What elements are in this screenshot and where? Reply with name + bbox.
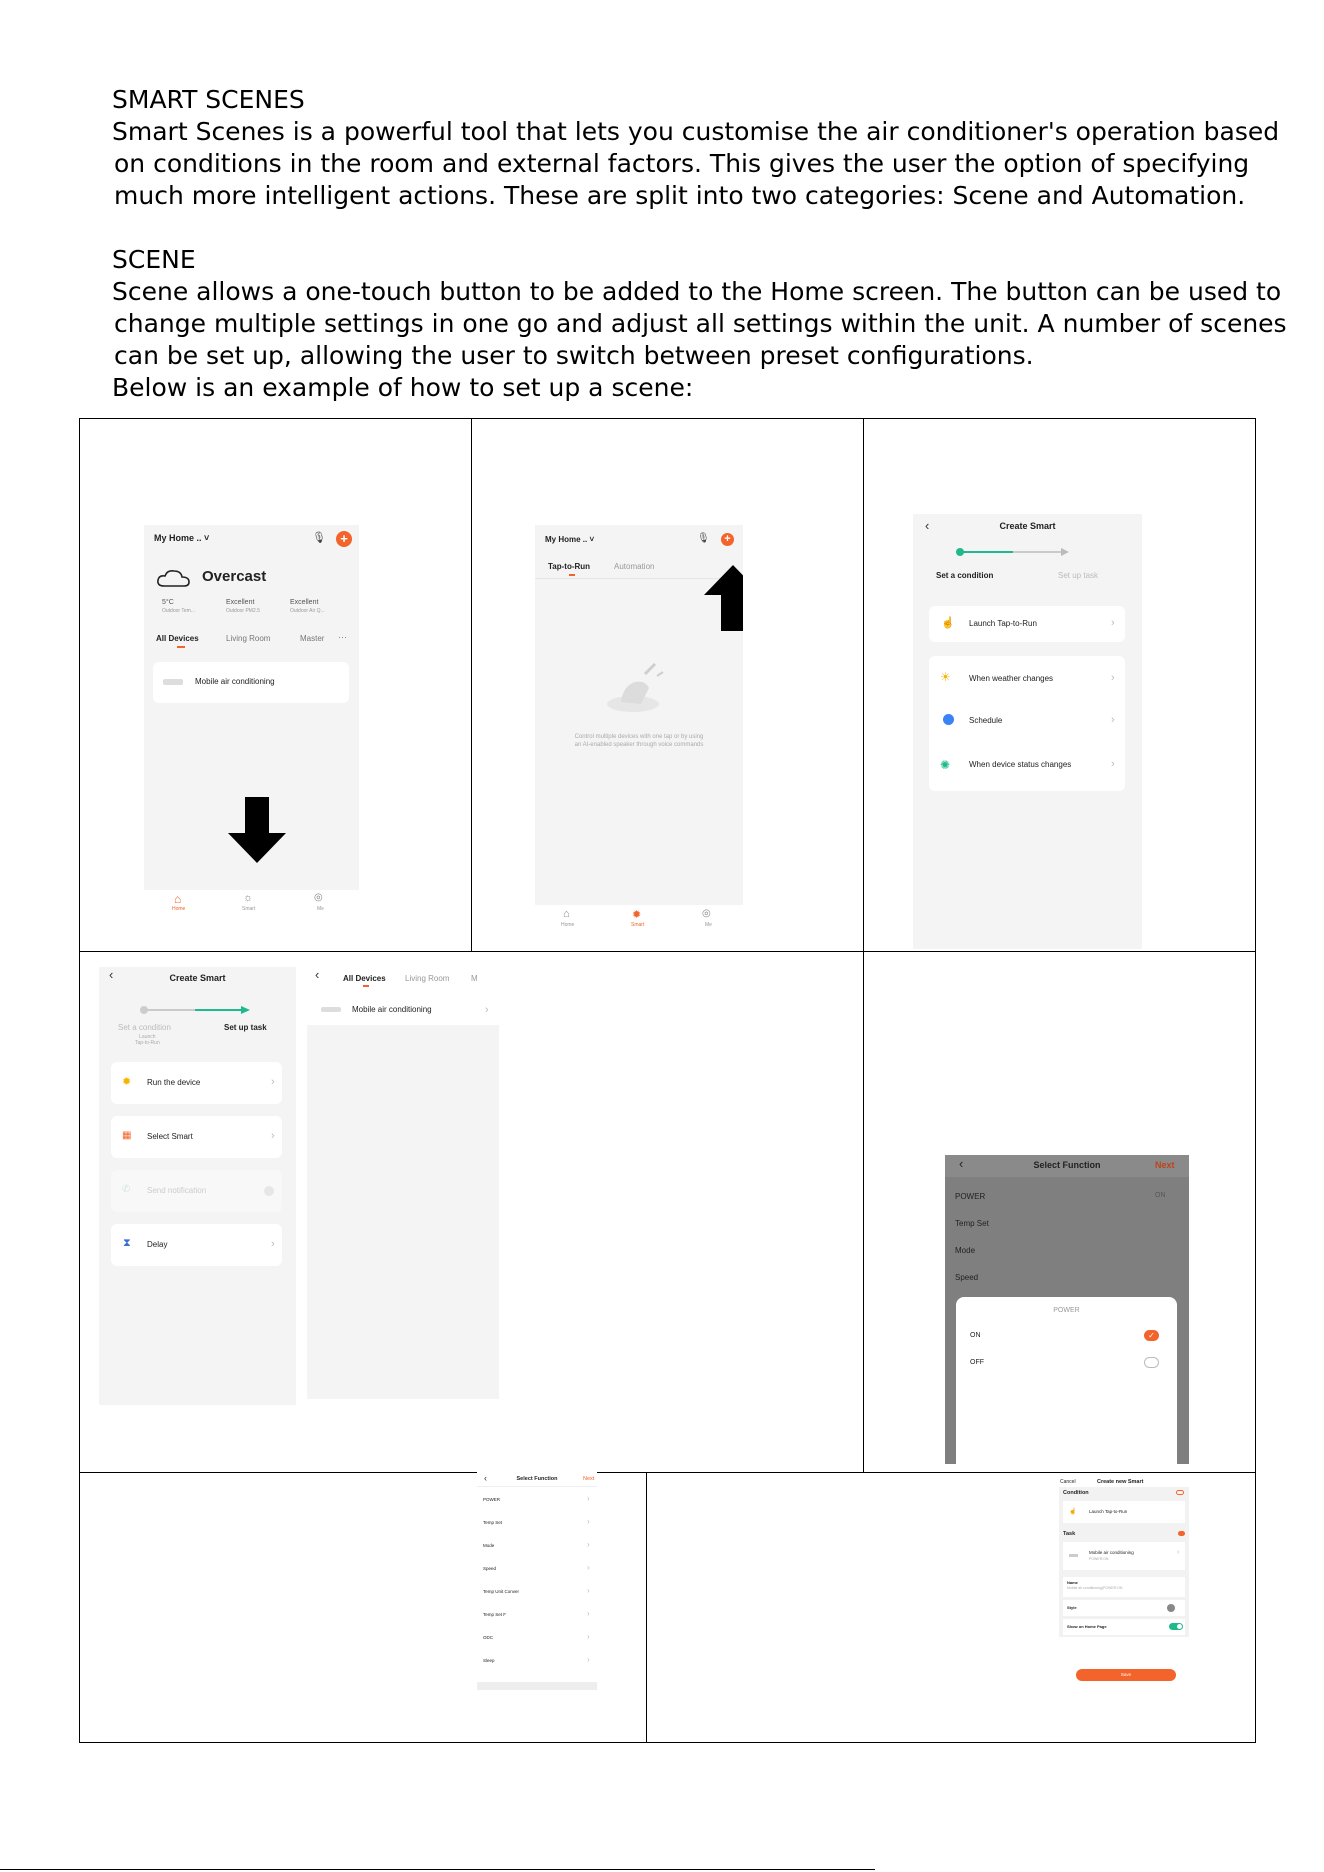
back-icon[interactable]: ‹ [925, 518, 930, 533]
back-icon[interactable]: ‹ [959, 1156, 964, 1171]
add-task-icon[interactable] [1178, 1531, 1185, 1536]
step-set-up-task: Set up task [1058, 571, 1099, 580]
screenshot-create-new-smart [1051, 1476, 1197, 1688]
tab-indicator [569, 574, 575, 576]
smart-nav-icon[interactable]: ☼ [243, 892, 254, 904]
function-row[interactable] [477, 1650, 597, 1673]
option-label: Delay [147, 1240, 168, 1249]
option-weather[interactable] [929, 656, 1125, 700]
function-row-power[interactable]: POWER [955, 1192, 986, 1201]
me-nav-icon[interactable]: ◎ [314, 892, 323, 903]
para1-line3: much more intelligent actions. These are split into two categories: Scene and Automation. [114, 181, 1246, 210]
option-run-device[interactable] [111, 1062, 282, 1104]
para1-line2: on conditions in the room and external factors. This gives the user the option of specifying [114, 149, 1250, 178]
para1-line1: Smart Scenes is a powerful tool that lets you customise the air conditioner's operation based [112, 117, 1280, 146]
option-delay[interactable] [111, 1224, 282, 1266]
tab-automation[interactable]: Automation [614, 562, 655, 571]
screenshot-select-function-list [477, 1472, 597, 1690]
nav-me-label[interactable]: Me [705, 922, 712, 928]
function-row-label: Temp Set F [483, 1612, 507, 1617]
task-item[interactable] [1063, 1542, 1185, 1570]
arrow-down-icon [228, 797, 286, 863]
page-title: Create Smart [169, 973, 226, 983]
show-home-row [1063, 1619, 1185, 1635]
show-home-label: Show on Home Page [1067, 1624, 1107, 1629]
stat-air-label: Outdoor Air Q... [290, 608, 325, 614]
function-row-temp-set[interactable]: Temp Set [955, 1219, 989, 1228]
condition-heading: Condition [1063, 1490, 1089, 1496]
function-row-speed[interactable]: Speed [955, 1273, 979, 1282]
name-row[interactable] [1063, 1577, 1185, 1597]
function-row[interactable] [477, 1489, 597, 1512]
stat-temp-value: 5°C [162, 599, 174, 606]
tab-indicator [363, 985, 369, 987]
nav-smart-label[interactable]: Smart [631, 922, 645, 928]
home-nav-icon[interactable]: ⌂ [174, 892, 182, 906]
option-device-status[interactable] [929, 744, 1125, 788]
nav-me-label[interactable]: Me [317, 906, 324, 912]
tab-tap-to-run[interactable]: Tap-to-Run [548, 562, 591, 571]
style-row[interactable] [1063, 1600, 1185, 1616]
next-button[interactable]: Next [583, 1476, 595, 1482]
weather-label: Overcast [202, 568, 267, 585]
chevron-right-icon: › [1111, 714, 1115, 726]
clock-icon [943, 714, 954, 725]
function-row-label: Sleep [483, 1658, 495, 1663]
screenshot-create-smart-condition [913, 514, 1142, 949]
page-title: Create new Smart [1097, 1479, 1144, 1485]
device-name: Mobile air conditioning [195, 677, 275, 686]
arrow-up-icon [704, 565, 743, 631]
empty-state-illustration-icon [601, 660, 671, 715]
microphone-icon[interactable]: 🎙 [697, 533, 710, 544]
task-heading: Task [1063, 1531, 1076, 1537]
add-icon[interactable]: + [721, 533, 734, 546]
condition-item-label: Launch Tap-to-Run [1089, 1509, 1128, 1514]
run-device-icon: ✹ [122, 1076, 132, 1088]
add-condition-icon[interactable] [1176, 1490, 1184, 1495]
stat-air-value: Excellent [290, 599, 319, 606]
step-set-condition: Set a condition [118, 1023, 171, 1032]
summary-body [1059, 1487, 1189, 1637]
table-border-left [79, 418, 80, 1743]
choice-off[interactable]: OFF [970, 1359, 984, 1366]
power-bottom-sheet [956, 1297, 1177, 1464]
chevron-right-icon: › [1111, 672, 1115, 684]
condition-options-card [929, 656, 1125, 791]
step-sub-1: Launch [139, 1034, 156, 1040]
home-selector[interactable]: My Home .. ˅ [545, 535, 595, 544]
page-title: Create Smart [999, 521, 1056, 531]
function-row[interactable] [477, 1581, 597, 1604]
heading-scene: SCENE [112, 245, 196, 274]
screenshot-select-function-power [945, 1155, 1189, 1464]
chevron-right-icon: › [587, 1632, 590, 1641]
screenshot-device-list [307, 961, 499, 1399]
function-row[interactable] [477, 1604, 597, 1627]
list-footer [477, 1682, 597, 1690]
step-sub-2: Tap-to-Run [135, 1040, 160, 1046]
table-col-divider-1 [471, 418, 472, 952]
header-divider [477, 1486, 597, 1487]
option-launch-tap-to-run[interactable] [929, 606, 1125, 642]
condition-item[interactable] [1063, 1501, 1185, 1523]
radio-unchecked-icon[interactable] [1144, 1357, 1159, 1368]
sun-icon: ☀ [940, 670, 951, 684]
function-row[interactable] [477, 1512, 597, 1535]
nav-home-label[interactable]: Home [172, 906, 186, 912]
device-row[interactable] [307, 995, 499, 1025]
progress-stepper [139, 1004, 251, 1016]
back-icon[interactable]: ‹ [315, 967, 320, 982]
home-nav-icon[interactable]: ⌂ [563, 908, 570, 920]
chevron-right-icon: › [587, 1586, 590, 1595]
notification-icon: ✆ [122, 1184, 131, 1195]
table-border-bottom [79, 1742, 1256, 1743]
option-select-smart[interactable] [111, 1116, 282, 1158]
name-value: Mobile air conditioning(POWER:ON [1067, 1586, 1123, 1590]
cancel-button[interactable]: Cancel [1060, 1479, 1076, 1485]
tap-hand-icon: ☝ [941, 617, 955, 629]
table-row-divider-2 [79, 1472, 1256, 1473]
option-label: Send notification [147, 1186, 207, 1195]
chevron-right-icon: › [587, 1609, 590, 1618]
empty-state-text [535, 733, 743, 749]
smart-nav-icon[interactable]: ✹ [632, 909, 642, 921]
toggle-switch[interactable] [1169, 1623, 1183, 1630]
toggle-knob [1177, 1624, 1182, 1629]
option-label: Launch Tap-to-Run [969, 619, 1037, 628]
chevron-right-icon: › [587, 1540, 590, 1549]
option-schedule[interactable] [929, 700, 1125, 744]
chevron-right-icon: › [271, 1076, 275, 1088]
step-set-condition: Set a condition [936, 571, 994, 580]
more-tabs-icon[interactable]: ··· [338, 632, 347, 642]
style-label: Style [1067, 1605, 1077, 1610]
option-label: Schedule [969, 716, 1003, 725]
option-label: Run the device [147, 1078, 201, 1087]
stat-pm25-label: Outdoor PM2.5 [226, 608, 260, 614]
nav-smart-label[interactable]: Smart [242, 906, 256, 912]
step-condition-sub [135, 1034, 160, 1046]
page-title: Select Function [516, 1476, 558, 1482]
me-nav-icon[interactable]: ◎ [702, 908, 711, 919]
function-row-power-value: ON [1155, 1192, 1166, 1199]
page-title: Select Function [1033, 1160, 1101, 1170]
chevron-right-icon: › [587, 1563, 590, 1572]
stat-pm25-value: Excellent [226, 599, 255, 606]
para2-line1: Scene allows a one-touch button to be added to the Home screen. The button can be used to [112, 277, 1282, 306]
microphone-icon[interactable]: 🎙 [312, 532, 326, 544]
chevron-right-icon: › [271, 1130, 275, 1142]
screenshot-create-smart-task [99, 967, 296, 1405]
task-item-sub: POWER:ON [1089, 1557, 1109, 1561]
option-label: Select Smart [147, 1132, 193, 1141]
device-card[interactable] [153, 662, 349, 703]
function-row[interactable] [477, 1535, 597, 1558]
device-name: Mobile air conditioning [352, 1005, 432, 1014]
function-row-label: Speed [483, 1566, 497, 1571]
tab-all-devices[interactable]: All Devices [343, 974, 386, 983]
chevron-right-icon: › [587, 1655, 590, 1664]
table-border-top [79, 418, 1256, 419]
choice-on[interactable]: ON [970, 1332, 981, 1339]
tap-hand-icon: ☝ [1069, 1509, 1077, 1515]
table-row-divider-1 [79, 951, 1256, 952]
save-button[interactable]: Save [1076, 1669, 1176, 1681]
progress-stepper [955, 546, 1070, 558]
home-label: My Home .. [154, 533, 202, 543]
name-label: Name [1067, 1580, 1078, 1585]
table-col-divider-3 [646, 1472, 647, 1743]
empty-line-2: an AI-enabled speaker through voice commands [574, 742, 704, 748]
chevron-right-icon: › [1177, 1549, 1180, 1556]
para2-line4: Below is an example of how to set up a scene: [112, 373, 694, 402]
chevron-right-icon: › [587, 1517, 590, 1526]
chevron-right-icon: › [587, 1494, 590, 1503]
tab-living-room[interactable]: Living Room [226, 634, 271, 643]
screenshot-home [144, 525, 359, 920]
function-row[interactable] [477, 1627, 597, 1650]
function-row-mode[interactable]: Mode [955, 1246, 976, 1255]
stat-temp-label: Outdoor Tem... [162, 608, 195, 614]
select-smart-icon: ▦ [122, 1130, 132, 1141]
function-row-label: ODC [483, 1635, 493, 1640]
function-row-label: Temp Unit Conver [483, 1589, 520, 1594]
table-border-right [1255, 418, 1256, 1743]
ac-device-icon [163, 679, 183, 685]
option-send-notification [111, 1170, 282, 1212]
back-icon[interactable]: ‹ [109, 967, 114, 982]
function-row[interactable] [477, 1558, 597, 1581]
function-row-label: Temp Set [483, 1520, 503, 1525]
chevron-right-icon: › [271, 1238, 275, 1250]
para2-line3: can be set up, allowing the user to switch between preset configurations. [114, 341, 1034, 370]
task-item-label: Mobile air conditioning [1089, 1550, 1134, 1555]
next-button[interactable]: Next [1155, 1160, 1175, 1170]
empty-line-1: Control multiple devices with one tap or by using [574, 734, 704, 740]
tab-master[interactable]: M [471, 974, 478, 983]
tab-all-devices[interactable]: All Devices [156, 634, 199, 643]
add-icon[interactable]: + [336, 531, 352, 547]
disabled-badge [264, 1186, 274, 1196]
step-set-up-task: Set up task [224, 1023, 267, 1032]
style-swatch-icon [1167, 1604, 1175, 1612]
heading-smart-scenes: SMART SCENES [112, 85, 305, 114]
home-label: My Home .. [545, 535, 588, 544]
option-label: When weather changes [969, 674, 1054, 683]
cloud-icon [156, 568, 192, 588]
screenshot-tap-to-run [535, 525, 743, 937]
ac-device-icon [321, 1007, 341, 1012]
sheet-title: POWER [1053, 1307, 1080, 1314]
device-status-icon: ✺ [940, 758, 951, 772]
option-label: When device status changes [969, 760, 1072, 769]
ac-device-icon [1069, 1554, 1078, 1557]
tab-indicator [177, 646, 185, 648]
hourglass-icon: ⧗ [123, 1237, 131, 1249]
back-icon[interactable]: ‹ [484, 1473, 487, 1483]
para2-line2: change multiple settings in one go and adjust all settings within the unit. A number of scenes [114, 309, 1287, 338]
chevron-right-icon: › [485, 1004, 489, 1016]
function-row-label: Mode [483, 1543, 495, 1548]
check-icon[interactable]: ✓ [1144, 1330, 1159, 1341]
nav-home-label[interactable]: Home [561, 922, 575, 928]
function-row-label: POWER [483, 1497, 501, 1502]
footer-rule [0, 1869, 875, 1870]
tab-living-room[interactable]: Living Room [405, 974, 450, 983]
tab-master[interactable]: Master [300, 634, 325, 643]
table-col-divider-2 [863, 418, 864, 1473]
chevron-right-icon: › [1111, 758, 1115, 770]
chevron-right-icon: › [1111, 617, 1115, 629]
home-selector[interactable]: My Home .. ˅ [154, 533, 210, 543]
